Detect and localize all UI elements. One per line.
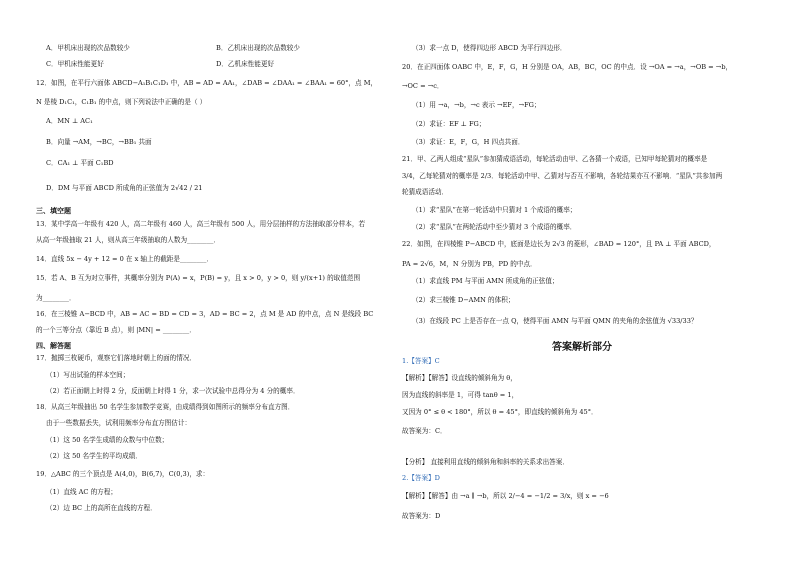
text-line-o11c: C．甲机床性能更好	[46, 60, 104, 68]
text-line-q17b: （2）若正面朝上时得 2 分，反面朝上时得 1 分，求一次试验中总得分为 4 分的概率．	[46, 387, 300, 395]
text-line-q22d: （2）求三棱锥 D−AMN 的体积；	[412, 296, 515, 304]
text-line-a1: 1.【答案】C	[402, 357, 440, 365]
text-line-q20d: （2）求证：EF ⊥ FG；	[412, 120, 486, 128]
text-line-q13a: 13．某中学高一年级有 420 人，高二年级有 460 人，高三年级有 500 人，用分层抽样的方法抽取部分样本，若	[36, 220, 366, 228]
text-line-q22c: （1）求直线 PM 与平面 AMN 所成角的正弦值；	[412, 277, 559, 285]
text-line-a1e: 【分析】 直接利用直线的倾斜角和斜率的关系求出答案．	[402, 458, 569, 466]
text-line-q22a: 22．如图，在四棱锥 P−ABCD 中，底面是边长为 2√3 的菱形，∠BAD = 120°，且 PA ⊥ 平面 ABCD，	[402, 240, 716, 248]
text-line-q20e: （3）求证：E，F，G，H 四点共面．	[412, 138, 525, 146]
text-line-q19a: （1）直线 AC 的方程；	[46, 488, 117, 496]
text-line-q15b: 为________．	[36, 294, 76, 302]
text-line-a2b: 故答案为：D	[402, 512, 441, 520]
text-line-q20c: （1）用 →a，→b，→c 表示 →EF，→FG；	[412, 101, 541, 109]
text-line-o12a: A．MN ⊥ AC₁	[46, 117, 93, 125]
text-line-q21b: 3/4，乙每轮猜对的概率是 2/3．每轮活动中甲、乙猜对与否互不影响，各轮结果亦互不影响．“星队”共参加两	[402, 172, 723, 180]
text-line-q22e: （3）在线段 PC 上是否存在一点 Q，使得平面 AMN 与平面 QMN 的夹角的余弦值为 √33/33？	[412, 317, 698, 325]
text-line-a1c: 又因为 0° ≤ θ < 180°，所以 θ = 45°，即直线的倾斜角为 45°．	[402, 408, 598, 416]
text-line-q17: 17．抛掷三枚硬币，观察它们落地时朝上的面的情况．	[36, 354, 197, 362]
answer-section-title: 答案解析部分	[552, 342, 612, 353]
text-line-q18b: （2）这 50 名学生的平均成绩．	[46, 452, 142, 460]
text-line-q12b: N 是棱 D₁C₁，C₁B₁ 的中点，则下列说法中正确的是（ ）	[36, 98, 207, 106]
text-line-s4: 四、解答题	[36, 342, 71, 350]
text-line-q18x: 由于一些数据丢失，试利用频率分布直方图估计：	[46, 419, 192, 427]
text-line-q17a: （1）写出试验的样本空间；	[46, 371, 130, 379]
text-line-q18a: （1）这 50 名学生成绩的众数与中位数；	[46, 436, 169, 444]
text-line-q22b: PA = 2√6，M，N 分别为 PB，PD 的中点．	[402, 260, 537, 268]
text-line-q20a: 20．在正四面体 OABC 中，E，F，G，H 分别是 OA，AB，BC，OC 的中点．设 →OA = →a，→OB = →b，	[402, 63, 733, 71]
text-line-q13b: 从高一年级抽取 21 人，则从高三年级抽取的人数为________．	[36, 236, 221, 244]
text-line-a1b: 因为直线的斜率是 1，可得 tanθ = 1，	[402, 391, 519, 399]
text-line-q14: 14．直线 5x − 4y + 12 = 0 在 x 轴上的截距是________．	[36, 255, 213, 263]
text-line-q19: 19．△ABC 的三个顶点是 A(4,0)，B(6,7)，C(0,3)，求：	[36, 470, 210, 478]
text-line-o12b: B．向量 →AM，→BC，→BB₁ 共面	[46, 138, 152, 146]
text-line-r1: （3）求一点 D，使得四边形 ABCD 为平行四边形．	[412, 44, 567, 52]
text-line-o11b: B．乙机床出现的次品数较少	[216, 44, 300, 52]
text-line-a2a: 【解析】【解答】由 →a ∥ →b，所以 2/−4 = −1/2 = 3/x，则 x = −6	[402, 492, 609, 500]
text-line-q16b: 的一个三等分点（靠近 B 点），则 |MN| = ________．	[36, 326, 196, 334]
text-line-o11a: A．甲机床出现的次品数较少	[46, 44, 130, 52]
text-line-q21c: 轮猜成语活动．	[402, 188, 449, 196]
text-line-q21e: （2）求“星队”在两轮活动中至少猜对 3 个成语的概率．	[412, 223, 577, 231]
text-line-q15a: 15．若 A、B 互为对立事件，其概率分别为 P(A) = x，P(B) = y，且 x > 0，y > 0，则 y/(x+1) 的取值范围	[36, 274, 361, 282]
text-line-q21a: 21．甲、乙两人组成“星队”参加猜成语活动，每轮活动由甲、乙各猜一个成语，已知甲每轮猜对的概率是	[402, 155, 708, 163]
text-line-q16a: 16．在三棱锥 A−BCD 中，AB = AC = BD = CD = 3，AD = BC = 2，点 M 是 AD 的中点，点 N 是线段 BC	[36, 310, 374, 318]
text-line-a2: 2.【答案】D	[402, 474, 440, 482]
text-line-q20b: →OC = →c．	[402, 82, 444, 90]
text-line-a1d: 故答案为：C．	[402, 427, 447, 435]
text-line-a1a: 【解析】【解答】设直线的倾斜角为 θ，	[402, 374, 517, 382]
text-line-o12d: D．DM 与平面 ABCD 所成角的正弦值为 2√42 / 21	[46, 184, 203, 192]
text-line-q21d: （1）求“星队”在第一轮活动中只猜对 1 个成语的概率；	[412, 206, 577, 214]
text-line-s3: 三、填空题	[36, 207, 71, 215]
text-line-q19b: （2）边 BC 上的高所在直线的方程．	[46, 504, 157, 512]
text-line-q12a: 12．如图，在平行六面体 ABCD−A₁B₁C₁D₁ 中，AB = AD = AA₁，∠DAB = ∠DAA₁ = ∠BAA₁ = 60°，点 M，	[36, 79, 378, 87]
text-line-o11d: D．乙机床性能更好	[216, 60, 275, 68]
text-line-q18: 18．从高三年级抽出 50 名学生参加数学竞赛，由成绩得到如图所示的频率分布直方图．	[36, 403, 295, 411]
text-line-o12c: C．CA₁ ⊥ 平面 C₁BD	[46, 159, 114, 167]
